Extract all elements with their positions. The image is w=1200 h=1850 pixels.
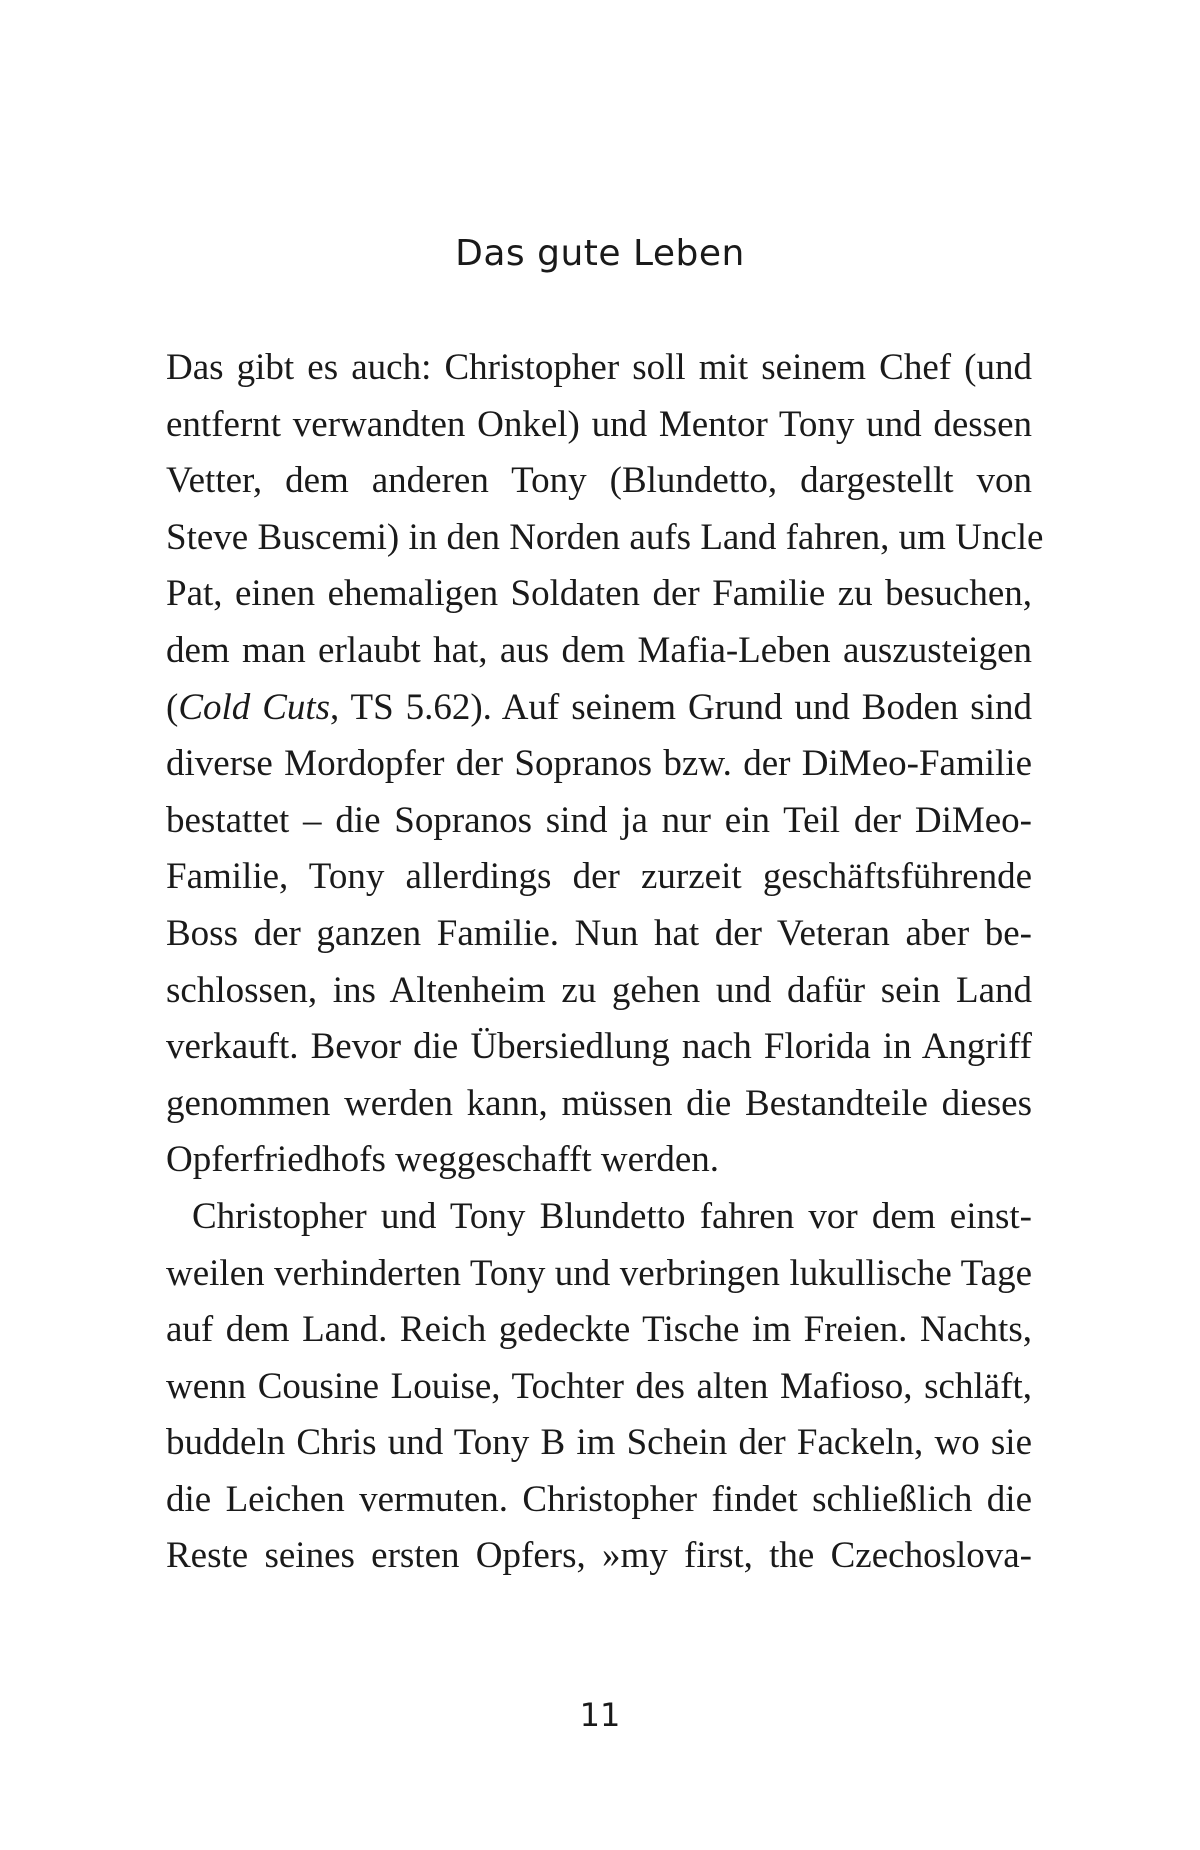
text-line bbox=[166, 680, 1032, 737]
chapter-title: Das gute Leben bbox=[455, 233, 745, 274]
text-line-rest: , TS 5.62). Auf seinem Grund und Boden sind bbox=[330, 686, 1032, 728]
episode-title: Cold Cuts bbox=[178, 686, 331, 728]
body-text bbox=[166, 340, 1044, 1585]
text-line: die Leichen vermuten. Christopher findet schließlich die bbox=[166, 1478, 1032, 1520]
text-line: wenn Cousine Louise, Tochter des alten Mafioso, schläft, bbox=[166, 1365, 1032, 1407]
text-line: schlossen, ins Altenheim zu gehen und dafür sein Land bbox=[166, 969, 1032, 1011]
text-line: Steve Buscemi) in den Norden aufs Land fahren, um Uncle bbox=[166, 516, 1044, 558]
text-line: Opferfriedhofs weggeschafft werden. bbox=[166, 1139, 720, 1181]
text-line: auf dem Land. Reich gedeckte Tische im Freien. Nachts, bbox=[166, 1309, 1032, 1351]
text-line: weilen verhinderten Tony und verbringen lukullische Tage bbox=[166, 1252, 1032, 1294]
page-number: 11 bbox=[579, 1696, 621, 1734]
text-line: genommen werden kann, müssen die Bestandteile dieses bbox=[166, 1082, 1032, 1124]
text-line: diverse Mordopfer der Sopranos bzw. der DiMeo-Familie bbox=[166, 743, 1032, 785]
text-line: bestattet – die Sopranos sind ja nur ein Teil der DiMeo- bbox=[166, 799, 1032, 841]
text-line: Boss der ganzen Familie. Nun hat der Veteran aber be- bbox=[166, 912, 1032, 954]
text-line: Christopher und Tony Blundetto fahren vor dem einst- bbox=[192, 1195, 1032, 1237]
text-line: Pat, einen ehemaligen Soldaten der Familie zu besuchen, bbox=[166, 573, 1032, 615]
text-line: buddeln Chris und Tony B im Schein der Fackeln, wo sie bbox=[166, 1422, 1032, 1464]
text-line: Familie, Tony allerdings der zurzeit geschäftsführende bbox=[166, 856, 1032, 898]
text-line: Vetter, dem anderen Tony (Blundetto, dargestellt von bbox=[166, 460, 1032, 502]
text-line: verkauft. Bevor die Übersiedlung nach Florida in Angriff bbox=[166, 1026, 1032, 1068]
text-line-prefix: ( bbox=[166, 686, 179, 728]
text-line: dem man erlaubt hat, aus dem Mafia-Leben auszusteigen bbox=[166, 629, 1032, 671]
text-line: entfernt verwandten Onkel) und Mentor Tony und dessen bbox=[166, 403, 1032, 445]
text-line: Das gibt es auch: Christopher soll mit seinem Chef (und bbox=[166, 347, 1032, 388]
text-line: Reste seines ersten Opfers, »my first, the Czechoslova- bbox=[166, 1535, 1032, 1577]
